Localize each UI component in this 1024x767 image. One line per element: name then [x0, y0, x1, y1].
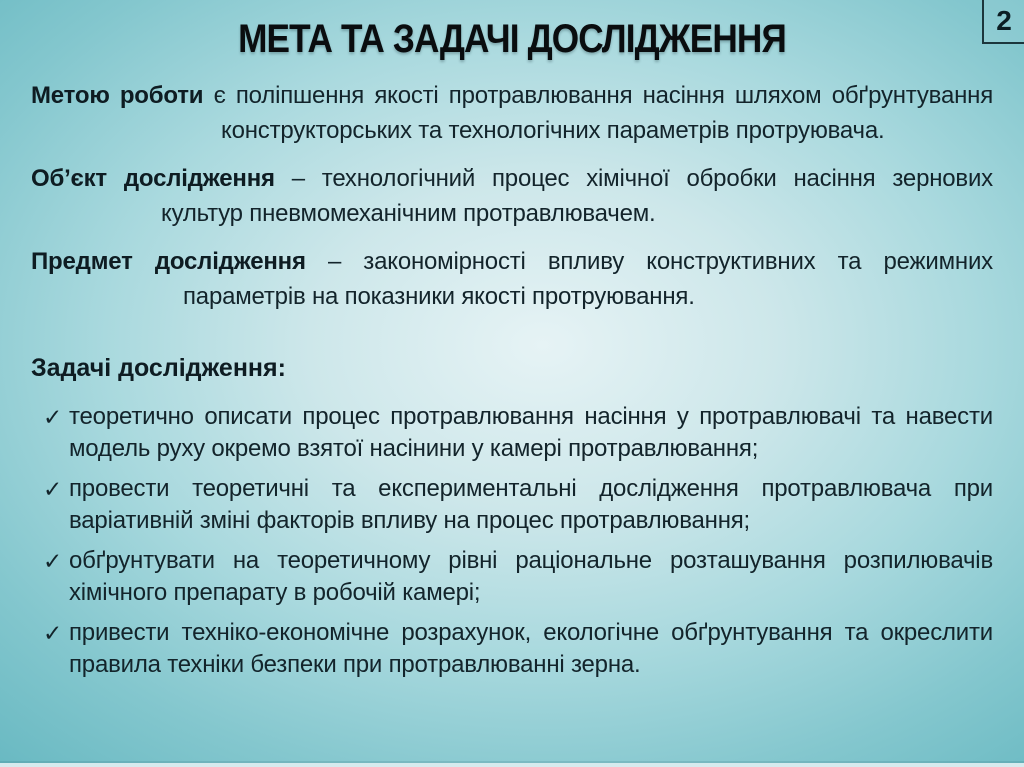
task-text: привести техніко-економічне розрахунок, екологічне обґрунтування та окреслити правила техніки безпеки при протравлюванні зерна. [69, 619, 993, 678]
paragraph-goal-lead: Метою роботи [31, 82, 204, 109]
checkmark-icon: ✓ [43, 548, 63, 574]
paragraph-goal-text: є поліпшення якості протравлювання насіння шляхом обґрунтування конструкторських та технологічних параметрів протруювача. [203, 82, 993, 144]
tasks-list [31, 401, 993, 681]
paragraph-object [31, 161, 993, 231]
paragraph-subject-text: – закономірності впливу конструктивних та режимних параметрів на показники якості протруювання. [183, 248, 993, 310]
paragraph-object-text: – технологічний процес хімічної обробки насіння зернових культур пневмомеханічним протравлювачем. [161, 165, 993, 227]
task-text: провести теоретичні та експериментальні дослідження протравлювача при варіативній зміні факторів впливу на процес протравлювання; [69, 475, 993, 534]
checkmark-icon: ✓ [43, 476, 63, 502]
tasks-heading: Задачі дослідження: [31, 354, 286, 382]
task-item [43, 401, 993, 465]
paragraph-goal [31, 78, 993, 148]
task-item [43, 617, 993, 681]
slide-content [0, 78, 1024, 681]
paragraph-subject [31, 244, 993, 314]
checkmark-icon: ✓ [43, 620, 63, 646]
task-text: обґрунтувати на теоретичному рівні раціональне розташування розпилювачів хімічного препарату в робочій камері; [69, 547, 993, 606]
task-item [43, 473, 993, 537]
paragraph-object-lead: Об’єкт дослідження [31, 165, 275, 192]
page-number-box [982, 0, 1024, 44]
paragraph-subject-lead: Предмет дослідження [31, 248, 306, 275]
task-item [43, 545, 993, 609]
checkmark-icon: ✓ [43, 404, 63, 430]
slide-title: МЕТА ТА ЗАДАЧІ ДОСЛІДЖЕННЯ [238, 17, 786, 61]
task-text: теоретично описати процес протравлювання насіння у протравлювачі та навести модель руху окремо взятої насінини у камері протравлювання; [69, 403, 993, 462]
slide-bottom-edge [0, 763, 1024, 767]
page-number: 2 [996, 5, 1012, 36]
